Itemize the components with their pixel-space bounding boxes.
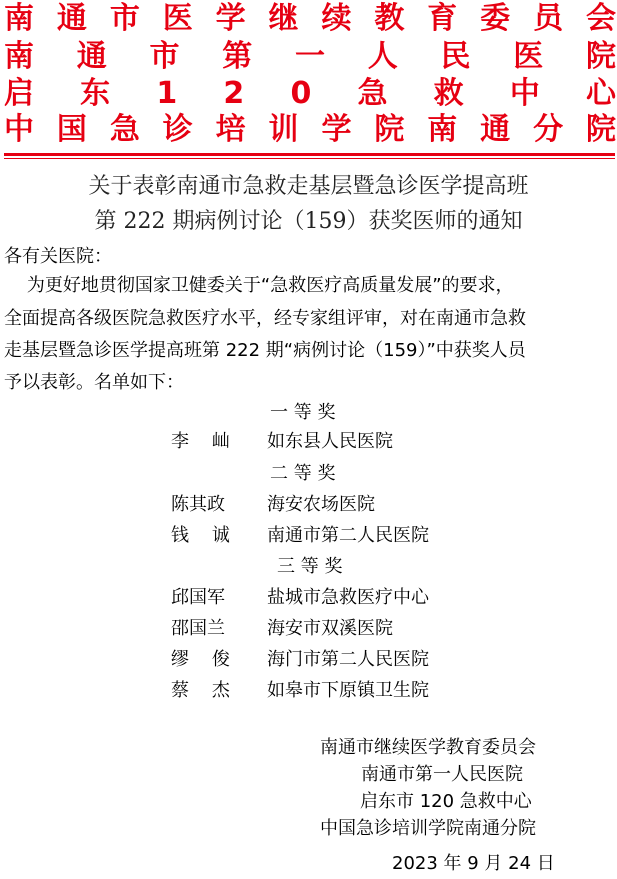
body-line-3: 走基层暨急诊医学提高班第 222 期“病例讨论（159）”中获奖人员 [4, 340, 526, 361]
header-char: 国 [56, 112, 87, 147]
header-char: 救 [433, 76, 464, 111]
header-char: 南 [4, 39, 34, 74]
body-line-2: 全面提高各级医院急救医疗水平，经专家组评审，对在南通市急救 [4, 308, 526, 329]
header-char: 启 [4, 76, 34, 111]
header-char: 员 [533, 1, 564, 36]
winner-name: 邵国兰 [171, 618, 225, 639]
header-char: 续 [321, 1, 352, 36]
header-char: 训 [268, 112, 299, 147]
winner-name: 李 屾 [171, 431, 230, 452]
header-char: 中 [4, 112, 34, 147]
signature-line-3: 启东市 120 急救中心 [360, 791, 532, 812]
header-char: 分 [533, 112, 564, 147]
salutation: 各有关医院： [4, 246, 112, 267]
header-char: 民 [440, 39, 471, 74]
header-rule-thin [4, 158, 615, 159]
issue-date: 2023 年 9 月 24 日 [392, 853, 555, 874]
header-char: 培 [215, 112, 246, 147]
winner-hospital: 海门市第二人民医院 [267, 649, 429, 670]
body-line-4: 予以表彰。名单如下： [4, 372, 184, 393]
winner-hospital: 如皋市下原镇卫生院 [267, 680, 429, 701]
header-char: 诊 [162, 112, 193, 147]
header-char: 通 [480, 112, 511, 147]
header-char: 医 [513, 39, 544, 74]
header-char: 急 [357, 76, 388, 111]
header-char: 中 [509, 76, 540, 111]
header-line-4 [4, 113, 616, 147]
header-char: 1 [156, 76, 178, 111]
prize-first: 一 等 奖 [270, 402, 336, 423]
winner-hospital: 海安农场医院 [267, 494, 375, 515]
header-char: 一 [295, 39, 325, 74]
header-char: 育 [427, 1, 458, 36]
header-char: 急 [109, 112, 140, 147]
winner-hospital: 南通市第二人民医院 [267, 525, 429, 546]
notice-title-line-2: 第 222 期病例讨论（159）获奖医师的通知 [94, 209, 523, 234]
header-char: 2 [223, 76, 245, 111]
header-char: 通 [56, 1, 87, 36]
notice-title-line-1: 关于表彰南通市急救走基层暨急诊医学提高班 [88, 174, 529, 199]
header-rule-thick [4, 153, 615, 156]
header-char: 南 [427, 112, 458, 147]
header-char: 院 [374, 112, 405, 147]
winner-name: 缪 俊 [171, 649, 230, 670]
winner-name: 钱 诚 [171, 525, 230, 546]
header-char: 东 [80, 76, 111, 111]
signature-line-1: 南通市继续医学教育委员会 [320, 737, 536, 758]
header-char: 院 [586, 39, 616, 74]
header-char: 院 [585, 112, 616, 147]
prize-third: 三 等 奖 [277, 556, 343, 577]
header-line-1 [4, 2, 616, 36]
header-char: 市 [109, 1, 140, 36]
header-line-2 [4, 40, 616, 74]
prize-second: 二 等 奖 [270, 463, 336, 484]
winner-hospital: 如东县人民医院 [267, 431, 393, 452]
header-char: 医 [162, 1, 193, 36]
header-line-3 [4, 77, 616, 111]
header-char: 通 [76, 39, 107, 74]
header-char: 市 [149, 39, 180, 74]
header-char: 第 [222, 39, 253, 74]
winner-name: 蔡 杰 [171, 680, 230, 701]
header-char: 心 [586, 76, 616, 111]
header-char: 南 [4, 1, 34, 36]
header-char: 委 [480, 1, 511, 36]
header-char: 人 [367, 39, 398, 74]
signature-line-4: 中国急诊培训学院南通分院 [320, 818, 536, 839]
header-char: 继 [268, 1, 299, 36]
header-char: 学 [321, 112, 352, 147]
winner-hospital: 盐城市急救医疗中心 [267, 587, 429, 608]
header-char: 学 [215, 1, 246, 36]
winner-hospital: 海安市双溪医院 [267, 618, 393, 639]
header-char: 会 [585, 1, 616, 36]
header-char: 0 [290, 76, 312, 111]
header-char: 教 [374, 1, 405, 36]
body-line-1: 为更好地贯彻国家卫健委关于“急救医疗高质量发展”的要求， [4, 275, 514, 296]
signature-line-2: 南通市第一人民医院 [361, 764, 523, 785]
winner-name: 邱国军 [171, 587, 225, 608]
winner-name: 陈其政 [171, 494, 225, 515]
